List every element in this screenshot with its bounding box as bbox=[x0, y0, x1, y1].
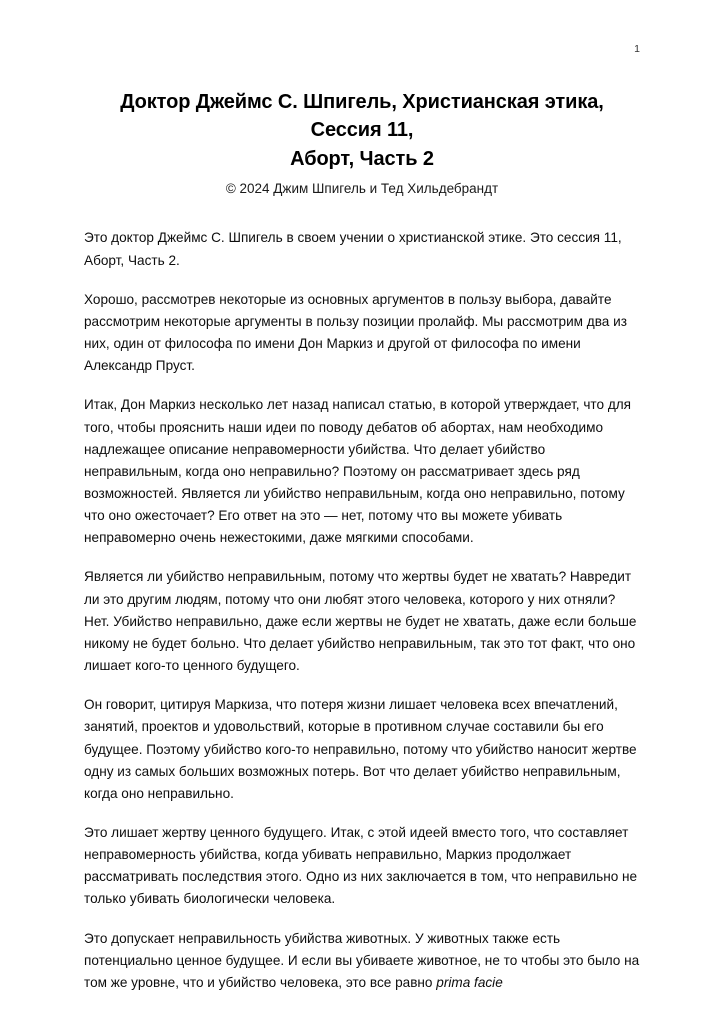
paragraph: Это доктор Джеймс С. Шпигель в своем учении о христианской этике. Это сессия 11, Аборт, Часть 2. bbox=[84, 230, 622, 268]
title-line-2: Сессия 11, bbox=[310, 119, 414, 142]
paragraph: Это допускает неправильность убийства животных. У животных также есть потенциально ценное будущее. И если вы убиваете животное, не то чтобы это было на том же уровне, что и убийство человека, это все равно prima facie bbox=[84, 930, 640, 990]
latin-phrase: prima facie bbox=[436, 974, 503, 990]
title-line-3: Аборт, Часть 2 bbox=[290, 147, 434, 170]
paragraph: Он говорит, цитируя Маркиза, что потеря жизни лишает человека всех впечатлений, занятий, проектов и удовольствий, которые в противном случае составили бы его будущее. Поэтому убийство кого-то неправильно, потому что убийство наносит жертве одну из самых больших возможных потерь. Вот что делает убийство неправильным, когда оно неправильно. bbox=[84, 697, 637, 801]
page-number: 1 bbox=[634, 43, 640, 55]
copyright-notice: © 2024 Джим Шпигель и Тед Хильдебрандт bbox=[225, 181, 499, 197]
title-block bbox=[84, 88, 640, 199]
body-text bbox=[84, 227, 640, 994]
paragraph: Это лишает жертву ценного будущего. Итак, с этой идеей вместо того, что составляет неправомерность убийства, когда убивать неправильно, Маркиз продолжает рассматривать последствия этого. Одно из них заключается в том, что неправильно не только убивать биологически человека. bbox=[84, 825, 638, 907]
paragraph: Является ли убийство неправильным, потому что жертвы будет не хватать? Навредит ли это другим людям, потому что они любят этого человека, которого у них отняли? Нет. Убийство неправильно, даже если жертвы не будет не хватать, даже если больше никому не будет больно. Что делает убийство неправильным, так это тот факт, что оно лишает кого-то ценного будущего. bbox=[84, 569, 637, 674]
title-line-1: Доктор Джеймс С. Шпигель, Христианская этика, bbox=[120, 91, 604, 113]
paragraph: Итак, Дон Маркиз несколько лет назад написал статью, в которой утверждает, что для того, чтобы прояснить наши идеи по поводу дебатов об абортах, нам необходимо надлежащее описание неправомерности убийства. Что делает убийство неправильным, когда оно неправильно? Поэтому он рассматривает здесь ряд возможностей. Является ли убийство неправильным, когда оно неправильно, потому что оно ожесточает? Его ответ на это — нет, потому что вы можете убивать неправомерно очень нежестокими, даже мягкими способами. bbox=[84, 397, 632, 546]
paragraph: Хорошо, рассмотрев некоторые из основных аргументов в пользу выбора, давайте рассмотрим некоторые аргументы в пользу позиции пролайф. Мы рассмотрим два из них, один от философа по имени Дон Маркиз и другой от философа по имени Александр Пруст. bbox=[84, 291, 627, 374]
page-title bbox=[84, 88, 640, 173]
